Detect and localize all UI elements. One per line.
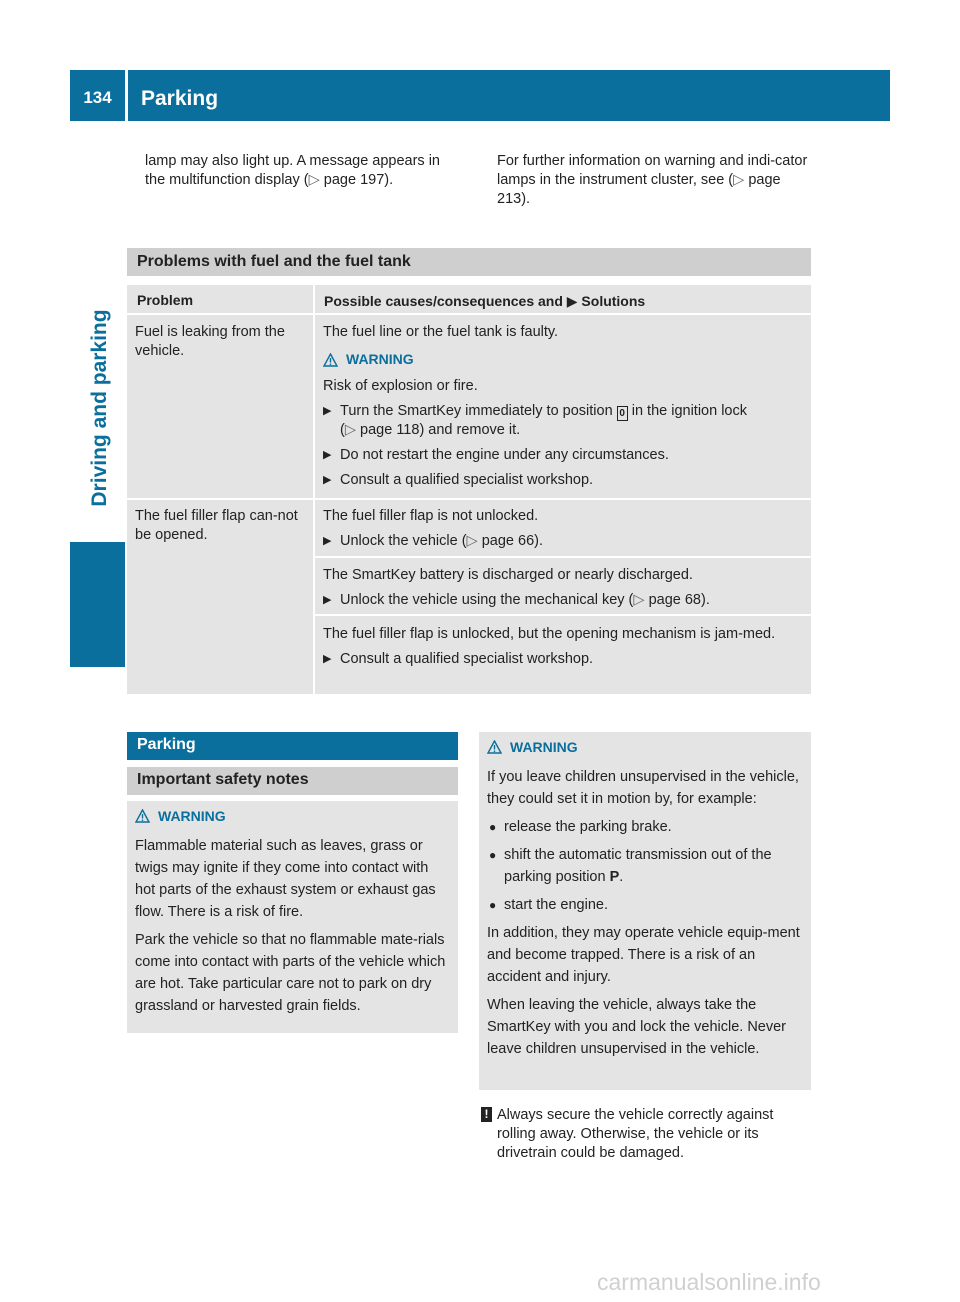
table-column-divider <box>313 285 315 694</box>
step-arrow-icon: ▶ <box>323 594 332 606</box>
cause-text: The SmartKey battery is discharged or nearly discharged. <box>323 567 693 583</box>
solution-cell <box>323 625 793 675</box>
warning-label: WARNING <box>346 351 414 367</box>
bullet-icon: ● <box>489 820 497 834</box>
warning-label: WARNING <box>158 808 226 824</box>
page-ref-arrow-icon: ▷ <box>733 172 745 188</box>
step-arrow-icon: ▶ <box>323 405 332 417</box>
page-ref-arrow-icon: ▷ <box>344 422 356 438</box>
intro-left-paragraph: lamp may also light up. A message appears in the multifunction display (▷ page 197). <box>145 153 440 188</box>
problem-cell: The fuel filler flap can‑not be opened. <box>135 508 298 543</box>
warning-paragraph: If you leave children unsupervised in the vehicle, they could set it in motion by, for example: <box>487 769 799 807</box>
cause-text: The fuel filler flap is unlocked, but the opening mechanism is jam‑med. <box>323 626 776 642</box>
fire-warning-box <box>127 801 458 1033</box>
list-item: ● start the engine. <box>487 894 801 916</box>
page-ref-link[interactable]: page 68 <box>648 592 701 608</box>
column-header-solutions: Possible causes/consequences and ▶ Solutions <box>324 293 646 309</box>
intro-right-paragraph: For further information on warning and indi‑cator lamps in the instrument cluster, see (▷ page 213). <box>497 153 808 207</box>
table-divider <box>127 313 811 315</box>
table-divider <box>127 498 811 500</box>
fuel-problems-table <box>127 285 811 694</box>
solution-step: ▶ Unlock the vehicle using the mechanical key (▷ page 68). <box>323 592 710 608</box>
page-ref-link[interactable]: page 213 <box>497 172 781 207</box>
warning-label: WARNING <box>510 739 578 755</box>
solution-step: ▶ Unlock the vehicle (▷ page 66). <box>323 533 543 549</box>
solution-step: ▶ Turn the SmartKey immediately to position 0 in the ignition lock (▷ page 118) and remove it. <box>323 403 747 438</box>
solution-step: ▶ Consult a qualified specialist workshop. <box>323 651 594 667</box>
parking-section-title: Parking <box>137 736 196 753</box>
step-arrow-icon: ▶ <box>323 653 332 665</box>
bullet-icon: ● <box>489 848 497 862</box>
step-arrow-icon: ▶ <box>323 474 332 486</box>
warning-paragraph: When leaving the vehicle, always take the SmartKey with you and lock the vehicle. Never leave children unsupervised in the vehicle. <box>487 997 786 1057</box>
page-ref-arrow-icon: ▷ <box>308 172 320 188</box>
solution-step: ▶ Consult a qualified specialist workshop. <box>323 472 594 488</box>
warning-heading <box>487 736 801 758</box>
damage-note <box>481 1106 816 1163</box>
page-ref-link[interactable]: page 66 <box>481 533 535 549</box>
cause-text: The fuel line or the fuel tank is faulty. <box>323 324 559 340</box>
warning-paragraph: In addition, they may operate vehicle equip‑ment and become trapped. There is a risk of an accident and injury. <box>487 925 800 985</box>
list-item: ● release the parking brake. <box>487 816 801 838</box>
side-tab-label: Driving and parking <box>88 309 111 507</box>
solution-step: ▶ Do not restart the engine under any circumstances. <box>323 447 669 463</box>
warning-triangle-icon <box>487 740 502 754</box>
warning-triangle-icon <box>135 809 150 823</box>
children-warning-box <box>479 732 811 1090</box>
solution-cell <box>323 566 803 616</box>
watermark: carmanualsonline.info <box>597 1269 821 1295</box>
key-position-icon: 0 <box>617 406 628 421</box>
step-arrow-icon: ▶ <box>323 449 332 461</box>
page-ref-link[interactable]: page 197 <box>323 172 385 188</box>
column-header-problem: Problem <box>137 292 194 308</box>
page-number: 134 <box>83 88 112 107</box>
page-ref-arrow-icon: ▷ <box>466 533 478 549</box>
warning-text: Risk of explosion or fire. <box>323 378 478 394</box>
warning-triangle-icon <box>323 353 338 367</box>
problem-cell: Fuel is leaking from the vehicle. <box>135 324 285 359</box>
header-title: Parking <box>141 87 219 110</box>
solution-cell <box>323 507 803 557</box>
exclamation-icon: ! <box>481 1107 492 1122</box>
page-ref-link[interactable]: page 118 <box>360 422 420 438</box>
side-tab-block <box>70 542 125 667</box>
warning-heading <box>135 805 448 827</box>
bullet-icon: ● <box>489 898 497 912</box>
step-arrow-icon: ▶ <box>323 535 332 547</box>
list-item: ● shift the automatic transmission out of the parking position P. <box>487 844 801 888</box>
warning-heading <box>323 350 803 369</box>
fuel-section-title: Problems with fuel and the fuel tank <box>137 253 411 270</box>
warning-paragraph: Park the vehicle so that no flammable mate‑rials come into contact with parts of the vehicle which are hot. Take particular care not to park on dry grassland or harvested grain fields. <box>135 932 446 1014</box>
safety-notes-title: Important safety notes <box>137 771 309 788</box>
warning-paragraph: Flammable material such as leaves, grass or twigs may ignite if they come into contact with hot parts of the exhaust system or exhaust gas flow. There is a risk of fire. <box>135 838 436 920</box>
note-text: Always secure the vehicle correctly against rolling away. Otherwise, the vehicle or its drivetrain could be damaged. <box>497 1107 774 1161</box>
page-ref-arrow-icon: ▷ <box>633 592 645 608</box>
solution-cell <box>323 323 803 496</box>
header-separator <box>125 70 128 121</box>
cause-text: The fuel filler flap is not unlocked. <box>323 508 539 524</box>
